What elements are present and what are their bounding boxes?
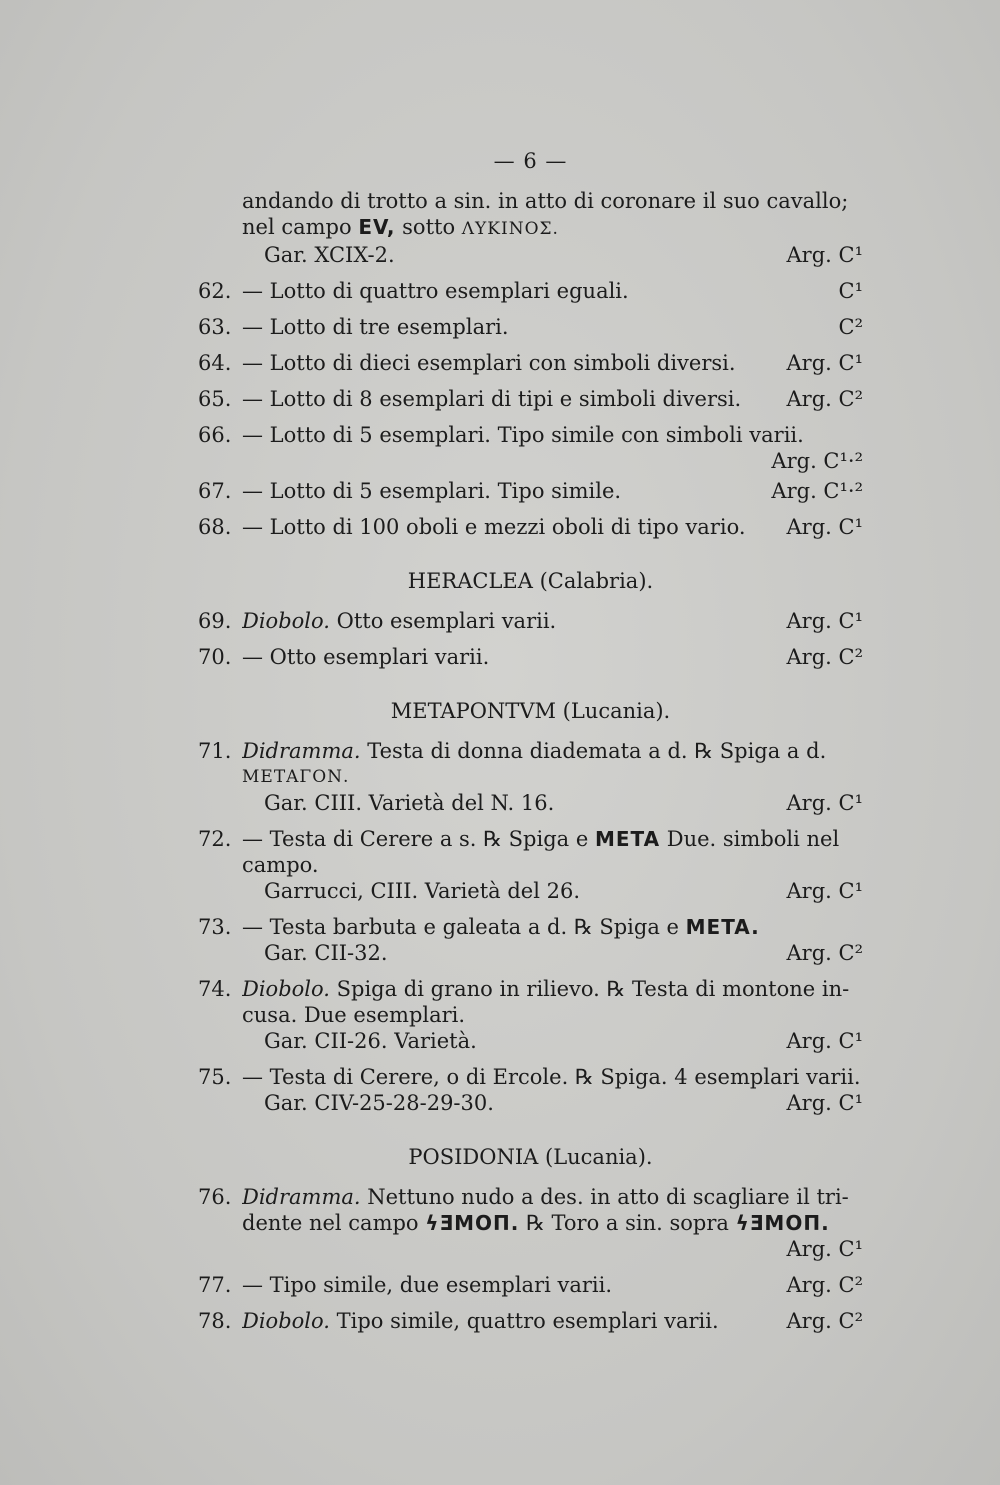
text-column (198, 148, 863, 1344)
entry-continuation: campo. (242, 853, 319, 877)
entry-number: 72. (198, 827, 232, 851)
coin-type: Diobolo. (242, 609, 330, 633)
entry-ref: Gar. CIV-25-28-29-30. (264, 1091, 494, 1115)
coin-type: Diobolo. (242, 1309, 330, 1333)
entry-number: 62. (198, 279, 232, 303)
entries-67-68 (198, 478, 863, 540)
entry-grade: C² (838, 315, 863, 339)
entry-number: 65. (198, 387, 232, 411)
entry-grade: Arg. C¹ (786, 351, 863, 375)
entry-number: 70. (198, 645, 232, 669)
entry-text: — Lotto di 5 esemplari. Tipo simile con simboli varii. (242, 423, 804, 447)
entry-text: — Testa di Cerere, o di Ercole. ℞ Spiga. 4 esemplari varii. (242, 1065, 861, 1089)
section-heading-heraclea: HERACLEA (Calabria). (407, 569, 654, 593)
entry-number: 63. (198, 315, 232, 339)
section-heading-metapontum: METAPONTVM (Lucania). (390, 699, 671, 723)
intro-ref: Gar. XCIX-2. (264, 243, 395, 267)
coin-type: Didramma. (242, 1185, 361, 1209)
entry-grade: Arg. C¹ (786, 515, 863, 539)
entry-text: — Testa di Cerere a s. ℞ Spiga e (242, 827, 595, 851)
coin-legend: META (594, 827, 661, 851)
entry-number: 67. (198, 479, 232, 503)
intro-legend: EV, (358, 215, 396, 239)
entry-text: Otto esemplari varii. (329, 609, 557, 633)
entry-72 (198, 826, 863, 904)
entry-grade: Arg. C² (786, 941, 863, 965)
entry-row (198, 514, 863, 540)
entry-text: — Tipo simile, due esemplari varii. (242, 1273, 613, 1297)
entry-text: — Lotto di 8 esemplari di tipi e simboli diversi. (242, 387, 742, 411)
intro-line1: andando di trotto a sin. in atto di coronare il suo cavallo; (242, 189, 849, 213)
entry-ref: Gar. CIII. Varietà del N. 16. (264, 791, 555, 815)
entry-text: Tipo simile, quattro esemplari varii. (329, 1309, 719, 1333)
coin-type: Didramma. (242, 739, 361, 763)
entry-number: 68. (198, 515, 232, 539)
entry-grade: Arg. C¹ (786, 1237, 863, 1261)
entry-74 (198, 976, 863, 1054)
entries-62-65 (198, 278, 863, 412)
entry-text: — Otto esemplari varii. (242, 645, 490, 669)
entry-row (198, 278, 863, 304)
entry-70 (198, 644, 863, 670)
entry-75 (198, 1064, 863, 1116)
entry-ref: Gar. CII-26. Varietà. (264, 1029, 477, 1053)
entry-row (198, 386, 863, 412)
entry-number: 77. (198, 1273, 232, 1297)
entry-row (198, 314, 863, 340)
entry-grade: Arg. C¹ (786, 1029, 863, 1053)
entry-76 (198, 1184, 863, 1262)
entry-text: — Lotto di dieci esemplari con simboli diversi. (242, 351, 736, 375)
entry-grade: Arg. C¹·² (771, 449, 863, 473)
entry-number: 76. (198, 1185, 232, 1209)
entry-ref: Garrucci, CIII. Varietà del 26. (264, 879, 581, 903)
entry-number: 73. (198, 915, 232, 939)
entry-grade: C¹ (838, 279, 863, 303)
intro-line2a: nel campo (242, 215, 359, 239)
coin-legend-1: ϟƎMOΠ. (425, 1211, 520, 1235)
page-number: — 6 — (493, 149, 568, 173)
entry-73 (198, 914, 863, 966)
section-heading-posidonia: POSIDONIA (Lucania). (408, 1145, 653, 1169)
intro-line2b: sotto (395, 215, 462, 239)
entry-69 (198, 608, 863, 634)
entry-text: Testa di donna diademata a d. ℞ Spiga a d. (360, 739, 827, 763)
entry-continuation-a: dente nel campo (242, 1211, 426, 1235)
coin-type: Diobolo. (242, 977, 330, 1001)
intro-greek-legend: ΛΥΚΙΝΟΣ. (461, 219, 559, 239)
entry-grade: Arg. C² (786, 1273, 863, 1297)
entry-number: 71. (198, 739, 232, 763)
entry-grade: Arg. C² (786, 1309, 863, 1333)
entry-number: 74. (198, 977, 232, 1001)
coin-legend: META. (685, 915, 760, 939)
entry-text: — Lotto di tre esemplari. (242, 315, 509, 339)
entry-text: — Lotto di 5 esemplari. Tipo simile. (242, 479, 622, 503)
intro-continuation (198, 188, 863, 268)
entry-number: 78. (198, 1309, 232, 1333)
entry-text: — Testa barbuta e galeata a d. ℞ Spiga e (242, 915, 686, 939)
entry-number: 75. (198, 1065, 232, 1089)
entry-77 (198, 1272, 863, 1298)
entry-ref: Gar. CII-32. (264, 941, 388, 965)
entry-text-b: Due. simboli nel (660, 827, 840, 851)
entry-66 (198, 422, 863, 474)
entry-grade: Arg. C² (786, 387, 863, 411)
entry-grade: Arg. C¹ (786, 609, 863, 633)
entry-text: — Lotto di quattro esemplari eguali. (242, 279, 629, 303)
entry-text: — Lotto di 100 oboli e mezzi oboli di tipo vario. (242, 515, 746, 539)
entry-grade: Arg. C¹ (786, 879, 863, 903)
entry-grade: Arg. C¹·² (771, 479, 863, 503)
entry-number: 64. (198, 351, 232, 375)
coin-legend-2: ϟƎMOΠ. (735, 1211, 830, 1235)
entry-row (198, 350, 863, 376)
entry-row (198, 478, 863, 504)
entry-number: 69. (198, 609, 232, 633)
entry-text: Spiga di grano in rilievo. ℞ Testa di montone in- (329, 977, 850, 1001)
entry-continuation-b: ℞ Toro a sin. sopra (519, 1211, 736, 1235)
entry-78 (198, 1308, 863, 1334)
entry-grade: Arg. C² (786, 645, 863, 669)
coin-legend: ΜΕΤΑΓΟΝ. (242, 767, 350, 787)
entry-text: Nettuno nudo a des. in atto di scagliare il tri- (360, 1185, 849, 1209)
entry-continuation: cusa. Due esemplari. (242, 1003, 466, 1027)
entry-grade: Arg. C¹ (786, 1091, 863, 1115)
entry-71 (198, 738, 863, 816)
entry-number: 66. (198, 423, 232, 447)
intro-grade: Arg. C¹ (786, 243, 863, 267)
entry-grade: Arg. C¹ (786, 791, 863, 815)
